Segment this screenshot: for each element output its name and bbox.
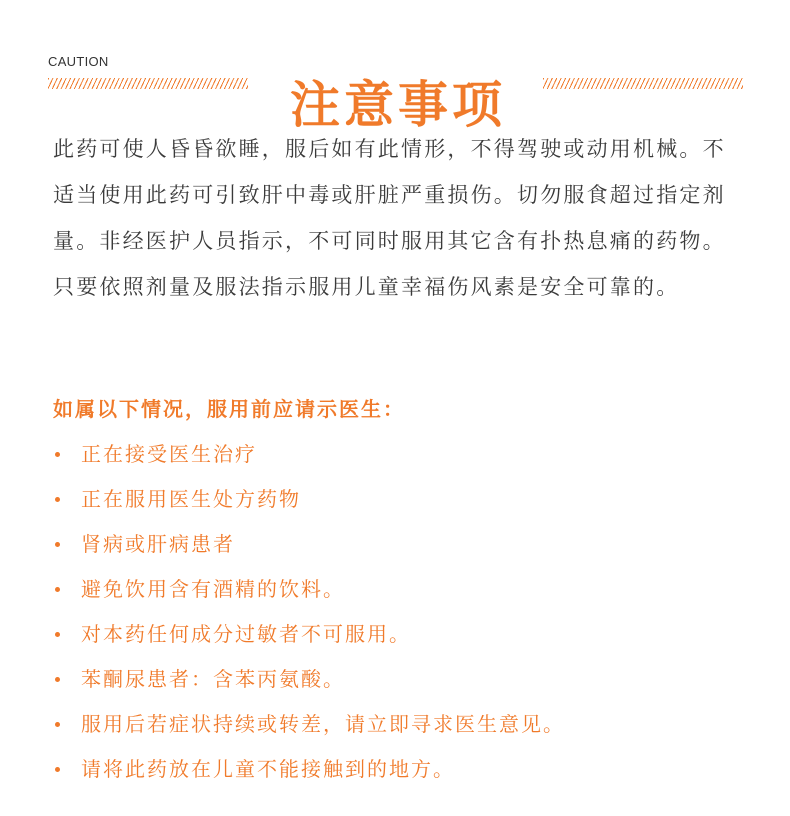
list-item-text: 苯酮尿患者：含苯丙氨酸。 bbox=[81, 667, 345, 691]
bullet-icon bbox=[55, 587, 60, 592]
caution-label: CAUTION bbox=[48, 54, 109, 69]
bullet-icon bbox=[55, 542, 60, 547]
list-item-text: 服用后若症状持续或转差，请立即寻求医生意见。 bbox=[81, 712, 565, 736]
hatch-divider-right bbox=[543, 78, 743, 89]
list-item bbox=[53, 747, 565, 792]
list-item bbox=[53, 657, 565, 702]
list-item-text: 请将此药放在儿童不能接触到的地方。 bbox=[81, 757, 455, 781]
list-item-text: 对本药任何成分过敏者不可服用。 bbox=[81, 622, 411, 646]
list-item bbox=[53, 567, 565, 612]
bullet-icon bbox=[55, 722, 60, 727]
bullet-icon bbox=[55, 632, 60, 637]
hatch-divider-left bbox=[48, 78, 248, 89]
list-item bbox=[53, 702, 565, 747]
intro-paragraph: 此药可使人昏昏欲睡，服后如有此情形，不得驾驶或动用机械。不适当使用此药可引致肝中毒或肝脏严重损伤。切勿服食超过指定剂量。非经医护人员指示，不可同时服用其它含有扑热息痛的药物。只要依照剂量及服法指示服用儿童幸福伤风素是安全可靠的。 bbox=[53, 137, 726, 299]
list-item bbox=[53, 522, 565, 567]
list-item bbox=[53, 432, 565, 477]
bullet-icon bbox=[55, 677, 60, 682]
bullet-icon bbox=[55, 497, 60, 502]
list-item bbox=[53, 477, 565, 522]
bullet-icon bbox=[55, 767, 60, 772]
list-item-text: 肾病或肝病患者 bbox=[81, 532, 235, 556]
list-item bbox=[53, 612, 565, 657]
page-title: 注意事项 bbox=[290, 75, 506, 134]
bullet-icon bbox=[55, 452, 60, 457]
advice-list bbox=[53, 432, 565, 792]
advice-heading: 如属以下情况，服用前应请示医生： bbox=[53, 397, 405, 421]
list-item-text: 避免饮用含有酒精的饮料。 bbox=[81, 577, 345, 601]
list-item-text: 正在接受医生治疗 bbox=[81, 442, 257, 466]
list-item-text: 正在服用医生处方药物 bbox=[81, 487, 301, 511]
